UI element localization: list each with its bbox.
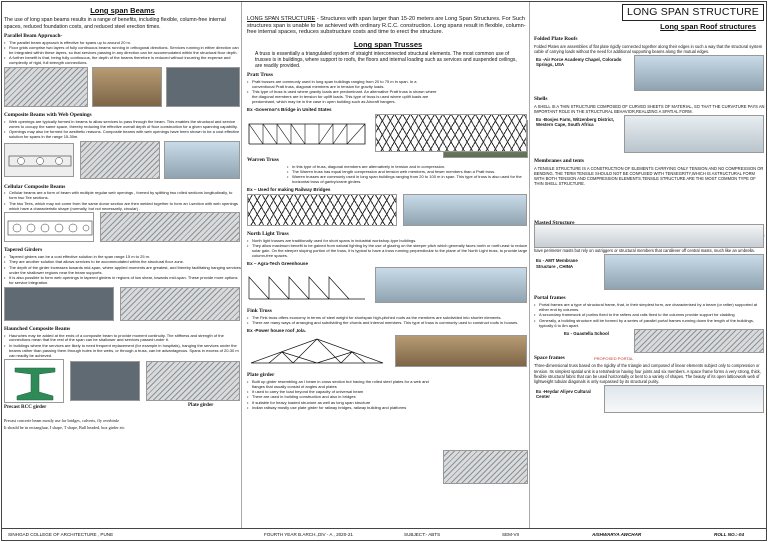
membranes-text: A TENSILE STRUCTURE IS A CONSTRUCTION OF ELEMENTS CARRYING ONLY TENSION AND NO COMPRESSION OR BENDING. THE TERM TENSILE SHOULD NOT BE CONFUSED WITH TENSEGRITY,WHICH IS ASTRUCTURAL FORM WITH BOTH TENSION AND COMPRESSION ELEMENTS.TENSILE STRUCTURE ARE THE MOST COMMON TYPE OF THIN SHELL STRUCTURE. (534, 165, 764, 187)
list-item: • Web openings are typically formed in beams to allow services to pass through the beam. This enables the structural and service zones to occupy the same space, thereby reducing the effective overall depth of floor construction for a given spanning capability. (4, 120, 241, 130)
beam-detail-photo (166, 67, 240, 107)
north-light-drawing (247, 267, 367, 303)
warren-truss-list (247, 165, 529, 185)
portal-example: Ex - Guastella School (564, 331, 609, 337)
plate-girder-photo (146, 361, 240, 401)
precast-girder-diagram (4, 359, 64, 403)
space-frames-heading: Space frames (534, 355, 565, 362)
pratt-truss-heading: Pratt Truss (247, 72, 274, 79)
list-item: • A further benefit is that, being fully continuous, the depth of the beams therefore is reduced without incurring the expense and complexity of rigid, full strength connections. (4, 56, 241, 66)
student-name: AISHWARYA AWCHAR (592, 532, 642, 537)
tent-structure-photo (534, 224, 764, 248)
list-item: • Indian railway mostly use plate girder for railway bridges, railway building and platforms (247, 406, 529, 411)
north-light-diagram (247, 267, 367, 303)
governors-bridge-photo (375, 114, 527, 152)
north-light-heading: North Light Truss (247, 230, 289, 237)
cellular-beam-diagram (4, 212, 94, 242)
long-span-beams-column (4, 2, 242, 529)
list-item: • A secondary framework of purlins fixed to the rafters and rails fixed to the columns provide support for cladding (534, 313, 766, 318)
list-item: • The parallel beam approach is effective for spans up to around 20 m. (4, 41, 241, 46)
long-span-trusses-title: Long span Trusses (353, 40, 423, 50)
fink-truss-heading: Fink Truss (247, 308, 272, 315)
heydar-aliyev-photo (604, 385, 764, 413)
fink-figures (247, 335, 529, 369)
precast-girder-photo (70, 361, 140, 401)
list-item: • The Warren truss has equal length compression and tension web members, and fewer members than a Pratt truss. (287, 170, 529, 175)
long-span-beams-title: Long span Beams (90, 6, 155, 15)
cellular-beams-list (4, 191, 241, 211)
space-frame-example: Ex -Heydar Aliyev Cultural Center (536, 388, 591, 400)
list-item: • North light trusses are traditionally used for short spans in industrial workshop-type buildings. (247, 239, 529, 244)
fink-truss-list (247, 316, 529, 326)
composite-beams-heading: Composite Beams with Web Openings (4, 111, 92, 118)
precast-figures (4, 359, 241, 417)
folded-plate-figures (534, 55, 766, 93)
fink-truss-drawing (247, 335, 387, 367)
plate-girder-diagram (443, 450, 528, 484)
parallel-beam-figures (4, 67, 241, 109)
cellular-beam-drawing (5, 213, 94, 242)
warren-example: Ex – Used for making Railway Bridges (247, 187, 331, 193)
list-item: • There are used in building construction and also in bridges (247, 395, 437, 400)
fink-truss-diagram (247, 335, 387, 367)
greenhouse-photo (375, 267, 527, 303)
list-item: • Tapered girders can be a cost effective solution in the span range 15 m to 25 m. (4, 255, 241, 260)
folded-plate-heading: Folded Plate Roofs (534, 36, 578, 42)
pratt-truss-drawing (247, 118, 367, 150)
warren-truss-heading: Warren Truss (247, 156, 279, 163)
masted-example: Ex - AMT Membrane Structure , CHINA (536, 258, 578, 269)
guastella-school-photo (634, 329, 764, 353)
list-item: • Generally, a building structure will be formed by a series of parallel portal frames running down the length of the buildings, typically 6 to 8m apart. (534, 319, 766, 329)
membranes-heading: Membranes and tents (534, 157, 585, 164)
masted-text: have perimeter masts but rely on outriggers or structural members that cantilever off central masts, much like an umbrella. (534, 248, 755, 254)
precast-girder-drawing (5, 360, 64, 403)
cellular-beam-figures (4, 212, 241, 244)
plate-girder-list-end (247, 406, 529, 411)
roll-number: ROLL NO.:-04 (714, 532, 745, 537)
pratt-truss-list (247, 80, 437, 105)
tapered-girder-photo-2 (120, 287, 240, 321)
timber-beam-photo (92, 67, 162, 107)
list-item: • This type of truss is used where gravity loads are predominant. An alternative Pratt truss is shown where the diagonal members are in tension for uplift loads. This type of truss is used where uplift loads are predominant, which may be in the case in open building such as Aircraft hangers. (247, 90, 437, 105)
north-light-figures (247, 267, 529, 305)
membrane-spacer (534, 187, 766, 217)
parallel-beam-photo (4, 67, 88, 107)
tapered-girder-photo (4, 287, 114, 321)
precast-girder-heading: Precast RCC girder (4, 405, 47, 411)
roof-structures-title: Long span Roof structures (660, 22, 756, 31)
parallel-beam-list (4, 41, 241, 66)
plate-girder-list (247, 380, 437, 406)
list-item: • Warren trusses are commonly used in long span buildings ranging from 20 to 100 m in span. This type of truss is also used for the horizontal truss of gantry/crane girders. (287, 175, 529, 185)
intro-block (247, 16, 529, 36)
intro-label: LONG SPAN STRUCTURE (247, 16, 316, 22)
list-item: • They are another solution that allows services to be accommodated within the structural floor zone. (4, 260, 241, 265)
list-item: • The depth of the girder increases towards mid-span, where applied moments are greatest, and thereby facilitating hanging services under the shallower regions near the beam supports. (4, 266, 241, 276)
list-item: • Portal frames are a type of structural frame, that, in their simplest form, are characterised by a beam (or rafter) supported at either end by columns. (534, 303, 766, 313)
composite-beams-list (4, 120, 241, 140)
portal-frames-list (534, 303, 766, 328)
plate-girder-caption: Plate girder (188, 403, 214, 409)
folded-plate-example: Ex -Air Force Academy Chapel, Colorado Springs, USA (536, 56, 622, 68)
list-item: • Haunches may be added at the ends of a composite beam to provide moment continuity. The stiffness and strength of the connections mean that the rest of the span can be shallower and services passed under it. (4, 334, 241, 344)
masted-figures (534, 254, 766, 292)
shells-figures (534, 115, 766, 155)
cellular-beams-heading: Cellular Composite Beams (4, 183, 66, 190)
semester-label: SEM-VII (502, 532, 520, 537)
power-house-roof-photo (395, 335, 527, 367)
list-item: • It used to carry the load beyond the capacity of universal beam (247, 390, 437, 395)
air-force-chapel-photo (634, 55, 764, 91)
list-item: • In this type of truss, diagonal members are alternatively in tension and in compression. (287, 165, 529, 170)
beams-intro: The use of long span beams results in a range of benefits, including flexible, column-free internal spaces, reduced foundation costs, and reduced steel erection times. (4, 17, 226, 30)
footer-bar (2, 528, 766, 540)
north-light-list (247, 239, 529, 259)
pratt-figures (247, 114, 529, 154)
warren-figures (247, 194, 529, 228)
precast-line-2: It should be in rectangluar, I shape, T shape, Bull headed, box girder etc (4, 424, 125, 430)
composite-beam-photo (80, 141, 160, 179)
tapered-girders-heading: Tapered Girders (4, 247, 43, 254)
subject-label: SUBJECT:- ABTS (404, 532, 441, 537)
shells-heading: Shells (534, 95, 548, 102)
warren-truss-photo (403, 194, 527, 226)
amt-membrane-photo (604, 254, 764, 290)
college-name: SINHGAD COLLEGE OF ARCHITECTURE , PUNE (8, 532, 114, 537)
pratt-example: Ex -Governor's Bridge in United States (247, 107, 332, 113)
list-item: • Openings may also be formed for aesthetic reasons. Composite beams with web openings have been shown to be a cost effective solution for spans in the range 15-30m. (4, 130, 241, 140)
haunched-beams-list (4, 334, 241, 359)
composite-beam-figures (4, 141, 241, 181)
web-opening-drawing (5, 144, 74, 177)
bosjes-farm-photo (624, 115, 764, 153)
proposed-portal-label: PROPOSED PORTAL (594, 356, 634, 362)
railway-bridge-photo (247, 194, 397, 226)
composite-site-photo (164, 141, 240, 179)
plate-girder-heading: Plate girder (247, 371, 275, 378)
sheet-title: LONG SPAN STRUCTURE (622, 4, 764, 21)
list-item: • The two Tees, which may not come from the same donor section are then welded together to form an I-section with web openings which have a characteristic shape (normally, but not necessarily, circular) . (4, 202, 241, 212)
web-opening-diagram (4, 143, 74, 177)
list-item: • There are many ways of arranging and subdividing the chords and internal members. This type of truss is commonly used to construct roofs in houses. (247, 321, 529, 326)
list-item: • The Fink truss offers economy in terms of steel weight for shortspan high-pitched roofs as the members are subdivided into shorter elements. (247, 316, 529, 321)
precast-line-1: Precast concrete beam mostly use for bridges, culverts, fly overbirdz (4, 418, 120, 424)
tapered-girders-list (4, 255, 241, 286)
long-span-trusses-column (247, 2, 530, 529)
list-item: • Floor grids comprise two layers of fully continuous beams running in orthogonal directions. Services running in either direction can be integrated within these layers, so that services passing in any direction can be accommodated within the structural floor depth. (4, 46, 241, 56)
space-frame-figures (534, 385, 766, 415)
space-frames-text: Three-dimensional truss based on the rigidity of the triangle and composed of linear elements subject only to compression or tension. Its simplest spatial unit is a tetrahedron having four joints and six members. A space frame forms a very strong, thick, flexible structural fabric that can be used horizontally or bent to a variety of shapes. The beauty of its open latticework web of lightweight tubular diagonals is only surpassed by its structural purity. (534, 363, 761, 384)
document-sheet (1, 1, 767, 541)
list-item: • Pratt trusses are commonly used in long span buildings ranging from 20 to 75 m in span. In a conventional Pratt truss, diagonal members are in tension for gravity loads. (247, 80, 437, 90)
list-item: • It is also possible to form web openings in tapered girders in regions of low shear, towards mid-span. These provide more options for service integration. (4, 276, 241, 286)
roof-structures-column (534, 2, 766, 529)
list-item: • In buildings where the services are likely to need frequent replacement (for example in hospitals), hanging the services under the beams rather than passing them through holes in the webs, or through a truss, can be advantageous. Spans in excess of 20-30 m can readily be achieved. (4, 344, 241, 359)
shells-text: A SHELL IS A THIN STRUCTURE COMPOSED OF CURVED SHEETS OF MATERIAL, SO THAT THE CURVATURE PAYS AN IMPORTANT ROLE IN THE STRUCTURAL BEHAVIOR,REALIZING A SPATIAL FORM. (534, 103, 765, 114)
trusses-intro: A truss is essentially a triangulated system of straight interconnected structural elements. The most common use of trusses is in buildings, where support to roofs, the floors and internal loading such as services and suspended ceilings, are readily provided. (255, 51, 517, 70)
class-year: FOURTH YEAR B.ARCH.,DIV - A , 2020-21 (264, 532, 353, 537)
fink-example: Ex -Power house roof ,Iola. (247, 328, 306, 334)
shells-example: Ex -Bosjes Farm, Witzenberg District, Western Cape, South Africa (536, 116, 615, 128)
list-item: • Built up girder resembling an I beam in cross section but having the rolled steel plates for a web and flanges that usually consist of angles and plates (247, 380, 437, 390)
parallel-beam-heading: Parallel Beam Approach- (4, 32, 63, 39)
list-item: • They allow maximum benefit to be gained from natural lighting by the use of glazing on the steeper pitch which generally faces north or north-east to reduce solar gain. On the steeper sloping portion of the truss, it is typical to have a truss running perpendicular to the plane of the North Light truss, to provide large column-free spaces. (247, 244, 529, 259)
portal-frames-heading: Portal frames (534, 295, 566, 302)
haunched-beams-heading: Haunched Composite Beams (4, 325, 71, 332)
portal-figures (534, 329, 766, 355)
north-light-example: Ex – Agra-Tech Greenhouse (247, 260, 309, 266)
cellular-beam-photo (100, 212, 240, 242)
folded-plate-text: Folded Plates are assemblies of flat plate rigidly connected together along their edges in such a way that the structural system cable of carrying loads without the need for additional supporting beams along the mutual edges. (534, 43, 763, 54)
pratt-truss-diagram (247, 118, 367, 150)
tapered-girder-figures (4, 287, 241, 323)
intro-text: - Structures with span larger than 15-20 meters are Long Span Structures. For Such structures span is unable to be achieved with ordinary R.C.C. construction. Long spans result in flexible, column-free internal spaces, reduces substructure costs and time to erect the structure. (247, 16, 526, 36)
list-item: • It suitable for heavy loaded structure as well as long span structure (247, 401, 437, 406)
space-frame-heading-row (534, 355, 766, 362)
list-item: • Cellular beams are a form of beam with multiple regular web openings , formed by splitting two rolled sections longitudinally, to form two Tee sections. (4, 191, 241, 201)
